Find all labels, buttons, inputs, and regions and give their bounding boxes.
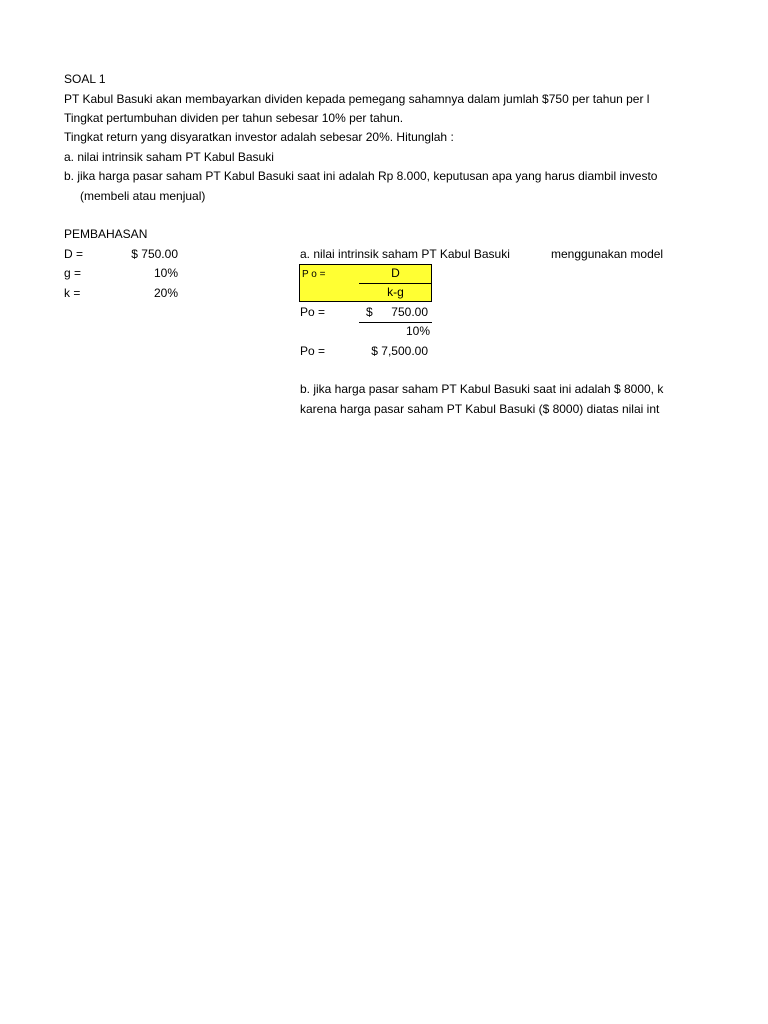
calc-row3-value: $ 7,500.00 [371,344,428,358]
var-d-value: $ 750.00 [131,247,178,261]
calc-row3-label: Po = [300,344,326,358]
var-k-value: 20% [153,286,178,300]
calc-row1-currency: $ [366,305,373,319]
var-k-label: k = [64,286,81,300]
formula-fraction-line [359,283,432,284]
problem-line-3: Tingkat return yang disyaratkan investor adalah sebesar 20%. Hitunglah : [64,130,454,144]
problem-item-b: b. jika harga pasar saham PT Kabul Basuki saat ini adalah Rp 8.000, keputusan apa yang harus diambil investo [64,169,658,183]
calc-row1-value: 750.00 [391,305,428,319]
calc-fraction-line [359,322,432,323]
solution-heading: PEMBAHASAN [64,227,148,241]
calc-row2-value: 10% [405,324,430,338]
part-a-method: menggunakan model [551,247,664,261]
formula-numerator: D [391,266,400,280]
problem-line-2: Tingkat pertumbuhan dividen per tahun sebesar 10% per tahun. [64,111,404,125]
var-g-value: 10% [153,266,178,280]
part-b-line-1: b. jika harga pasar saham PT Kabul Basuki saat ini adalah $ 8000, k [300,382,664,396]
problem-item-b-note: (membeli atau menjual) [80,189,206,203]
part-b-line-2: karena harga pasar saham PT Kabul Basuki ($ 8000) diatas nilai int [300,402,660,416]
problem-item-a: a. nilai intrinsik saham PT Kabul Basuki [64,150,274,164]
problem-heading: SOAL 1 [64,72,106,86]
var-g-label: g = [64,266,82,280]
formula-denominator: k-g [387,285,404,299]
formula-lhs: P o = [302,269,326,280]
problem-line-1: PT Kabul Basuki akan membayarkan dividen kepada pemegang sahamnya dalam jumlah $750 per tahun per l [64,92,650,106]
var-d-label: D = [64,247,84,261]
calc-row1-label: Po = [300,305,326,319]
part-a-title: a. nilai intrinsik saham PT Kabul Basuki [300,247,510,261]
